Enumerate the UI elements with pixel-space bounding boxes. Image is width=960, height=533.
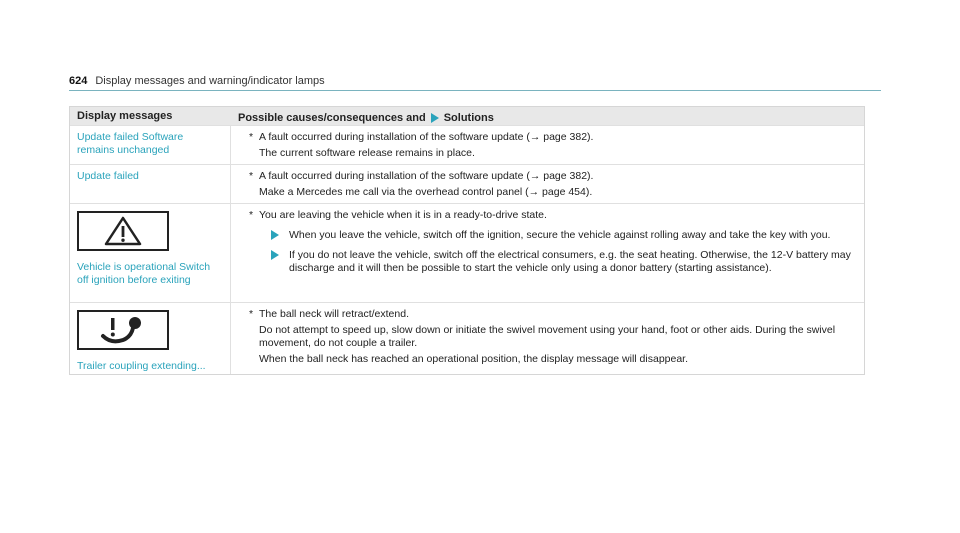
bullet-star: * [249,170,254,182]
cause-line [249,170,864,183]
column-header-causes [231,107,864,125]
cause-line [249,209,864,222]
bullet-star: * [249,308,254,320]
column-header-causes-text: Possible causes/consequences and [238,111,426,124]
detail-text: Make a Mercedes me call via the overhead control panel (→ page 454). [259,186,593,198]
detail-text: When the ball neck has reached an operational position, the display message will disappear. [259,353,689,365]
display-messages-table [69,106,865,375]
detail-text: The current software release remains in place. [259,147,475,159]
display-message-cell [70,303,231,374]
cause-cell [231,126,864,164]
table-row [70,302,864,374]
detail-text: Do not attempt to speed up, slow down or initiate the swivel movement using your hand, foot or other aids. During the swivel movement, do not couple a trailer. [259,324,836,349]
step-arrow-icon [271,250,279,260]
table-row [70,203,864,302]
solution-step [249,229,864,242]
cause-cell [231,165,864,203]
cause-text: The ball neck will retract/extend. [259,308,409,320]
step-text: If you do not leave the vehicle, switch off the electrical consumers, e.g. the seat heating. Otherwise, the 12-V battery may discharge and it will then be possible to start the vehicle only using a donor battery (starting assistance). [289,249,851,274]
display-message: Update failed Software remains unchanged [70,126,231,164]
cause-text: You are leaving the vehicle when it is in a ready-to-drive state. [259,209,547,221]
step-arrow-icon [271,230,279,240]
cause-line [249,131,864,144]
display-message-cell [70,204,231,302]
bullet-star: * [249,131,254,143]
cause-cell [231,204,864,302]
cause-text: A fault occurred during installation of the software update (→ page 382). [259,131,594,143]
cause-cell [231,303,864,374]
column-header-messages: Display messages [77,110,173,122]
display-message: Trailer coupling extending... [77,360,206,372]
trailer-coupling-icon [77,310,169,350]
bullet-star: * [249,209,254,221]
display-message: Vehicle is operational Switch off ignition before exiting [77,261,211,286]
table-header [70,107,864,125]
page-number: 624 [69,75,88,87]
solution-arrow-icon [431,113,439,123]
cause-text: A fault occurred during installation of the software update (→ page 382). [259,170,594,182]
solution-step [249,249,864,275]
step-text: When you leave the vehicle, switch off the ignition, secure the vehicle against rolling away and take the key with you. [289,229,831,241]
display-message: Update failed [70,165,231,203]
table-row [70,164,864,203]
cause-line [249,308,864,321]
page-header [69,71,881,91]
page-title: Display messages and warning/indicator lamps [95,75,325,87]
column-header-solutions-text: Solutions [443,111,494,124]
table-row [70,125,864,164]
warning-triangle-icon [77,211,169,251]
